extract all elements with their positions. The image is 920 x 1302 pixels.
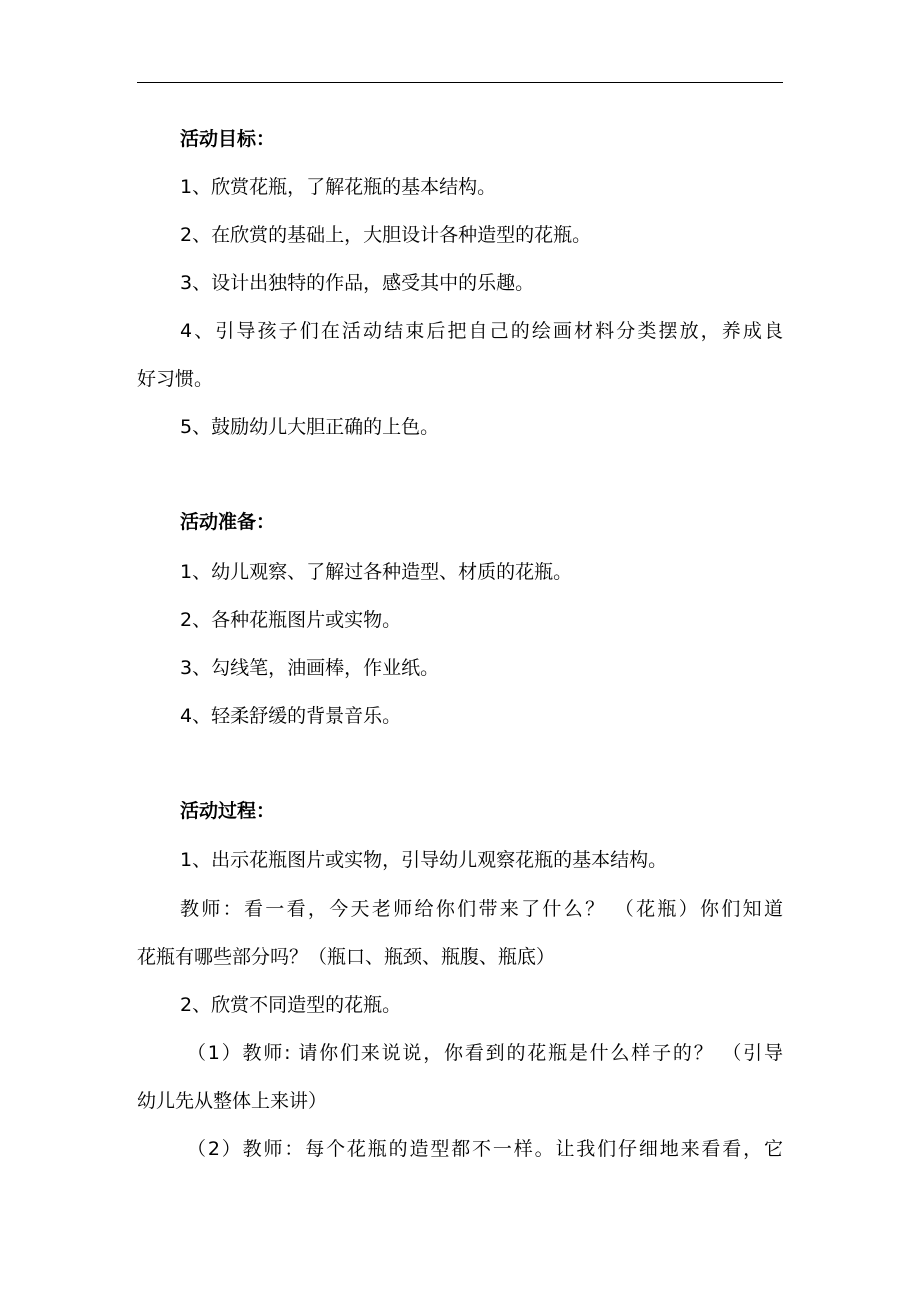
goal-item-4: 4、引导孩子们在活动结束后把自己的绘画材料分类摆放，养成良 [180, 320, 783, 342]
goal-item-2: 2、在欣赏的基础上，大胆设计各种造型的花瓶。 [180, 224, 592, 246]
header-rule [137, 82, 783, 83]
section-heading-preparation: 活动准备： [180, 511, 276, 533]
goal-item-3: 3、设计出独特的作品，感受其中的乐趣。 [180, 272, 535, 294]
prep-item-3: 3、勾线笔，油画棒，作业纸。 [180, 657, 440, 679]
prep-item-2: 2、各种花瓶图片或实物。 [180, 609, 402, 631]
process-teacher-line-1: 教师：看一看，今天老师给你们带来了什么？ （花瓶）你们知道 [180, 898, 783, 920]
section-heading-goals: 活动目标： [180, 128, 276, 150]
process-step-2: 2、欣赏不同造型的花瓶。 [180, 994, 402, 1016]
prep-item-1: 1、幼儿观察、了解过各种造型、材质的花瓶。 [180, 561, 573, 583]
goal-item-4-continued: 好习惯。 [137, 368, 214, 390]
section-heading-process: 活动过程： [180, 800, 276, 822]
goal-item-5: 5、鼓励幼儿大胆正确的上色。 [180, 416, 440, 438]
prep-item-4: 4、轻柔舒缓的背景音乐。 [180, 705, 402, 727]
process-substep-1-continued: 幼儿先从整体上来讲） [137, 1090, 328, 1112]
process-substep-2: （2）教师：每个花瓶的造型都不一样。让我们仔细地来看看，它 [187, 1138, 783, 1160]
process-step-1: 1、出示花瓶图片或实物，引导幼儿观察花瓶的基本结构。 [180, 849, 668, 871]
goal-item-1: 1、欣赏花瓶，了解花瓶的基本结构。 [180, 176, 497, 198]
process-teacher-line-1-continued: 花瓶有哪些部分吗？（瓶口、瓶颈、瓶腹、瓶底） [137, 946, 556, 968]
process-substep-1: （1）教师: 请你们来说说，你看到的花瓶是什么样子的？ （引导 [187, 1042, 783, 1064]
